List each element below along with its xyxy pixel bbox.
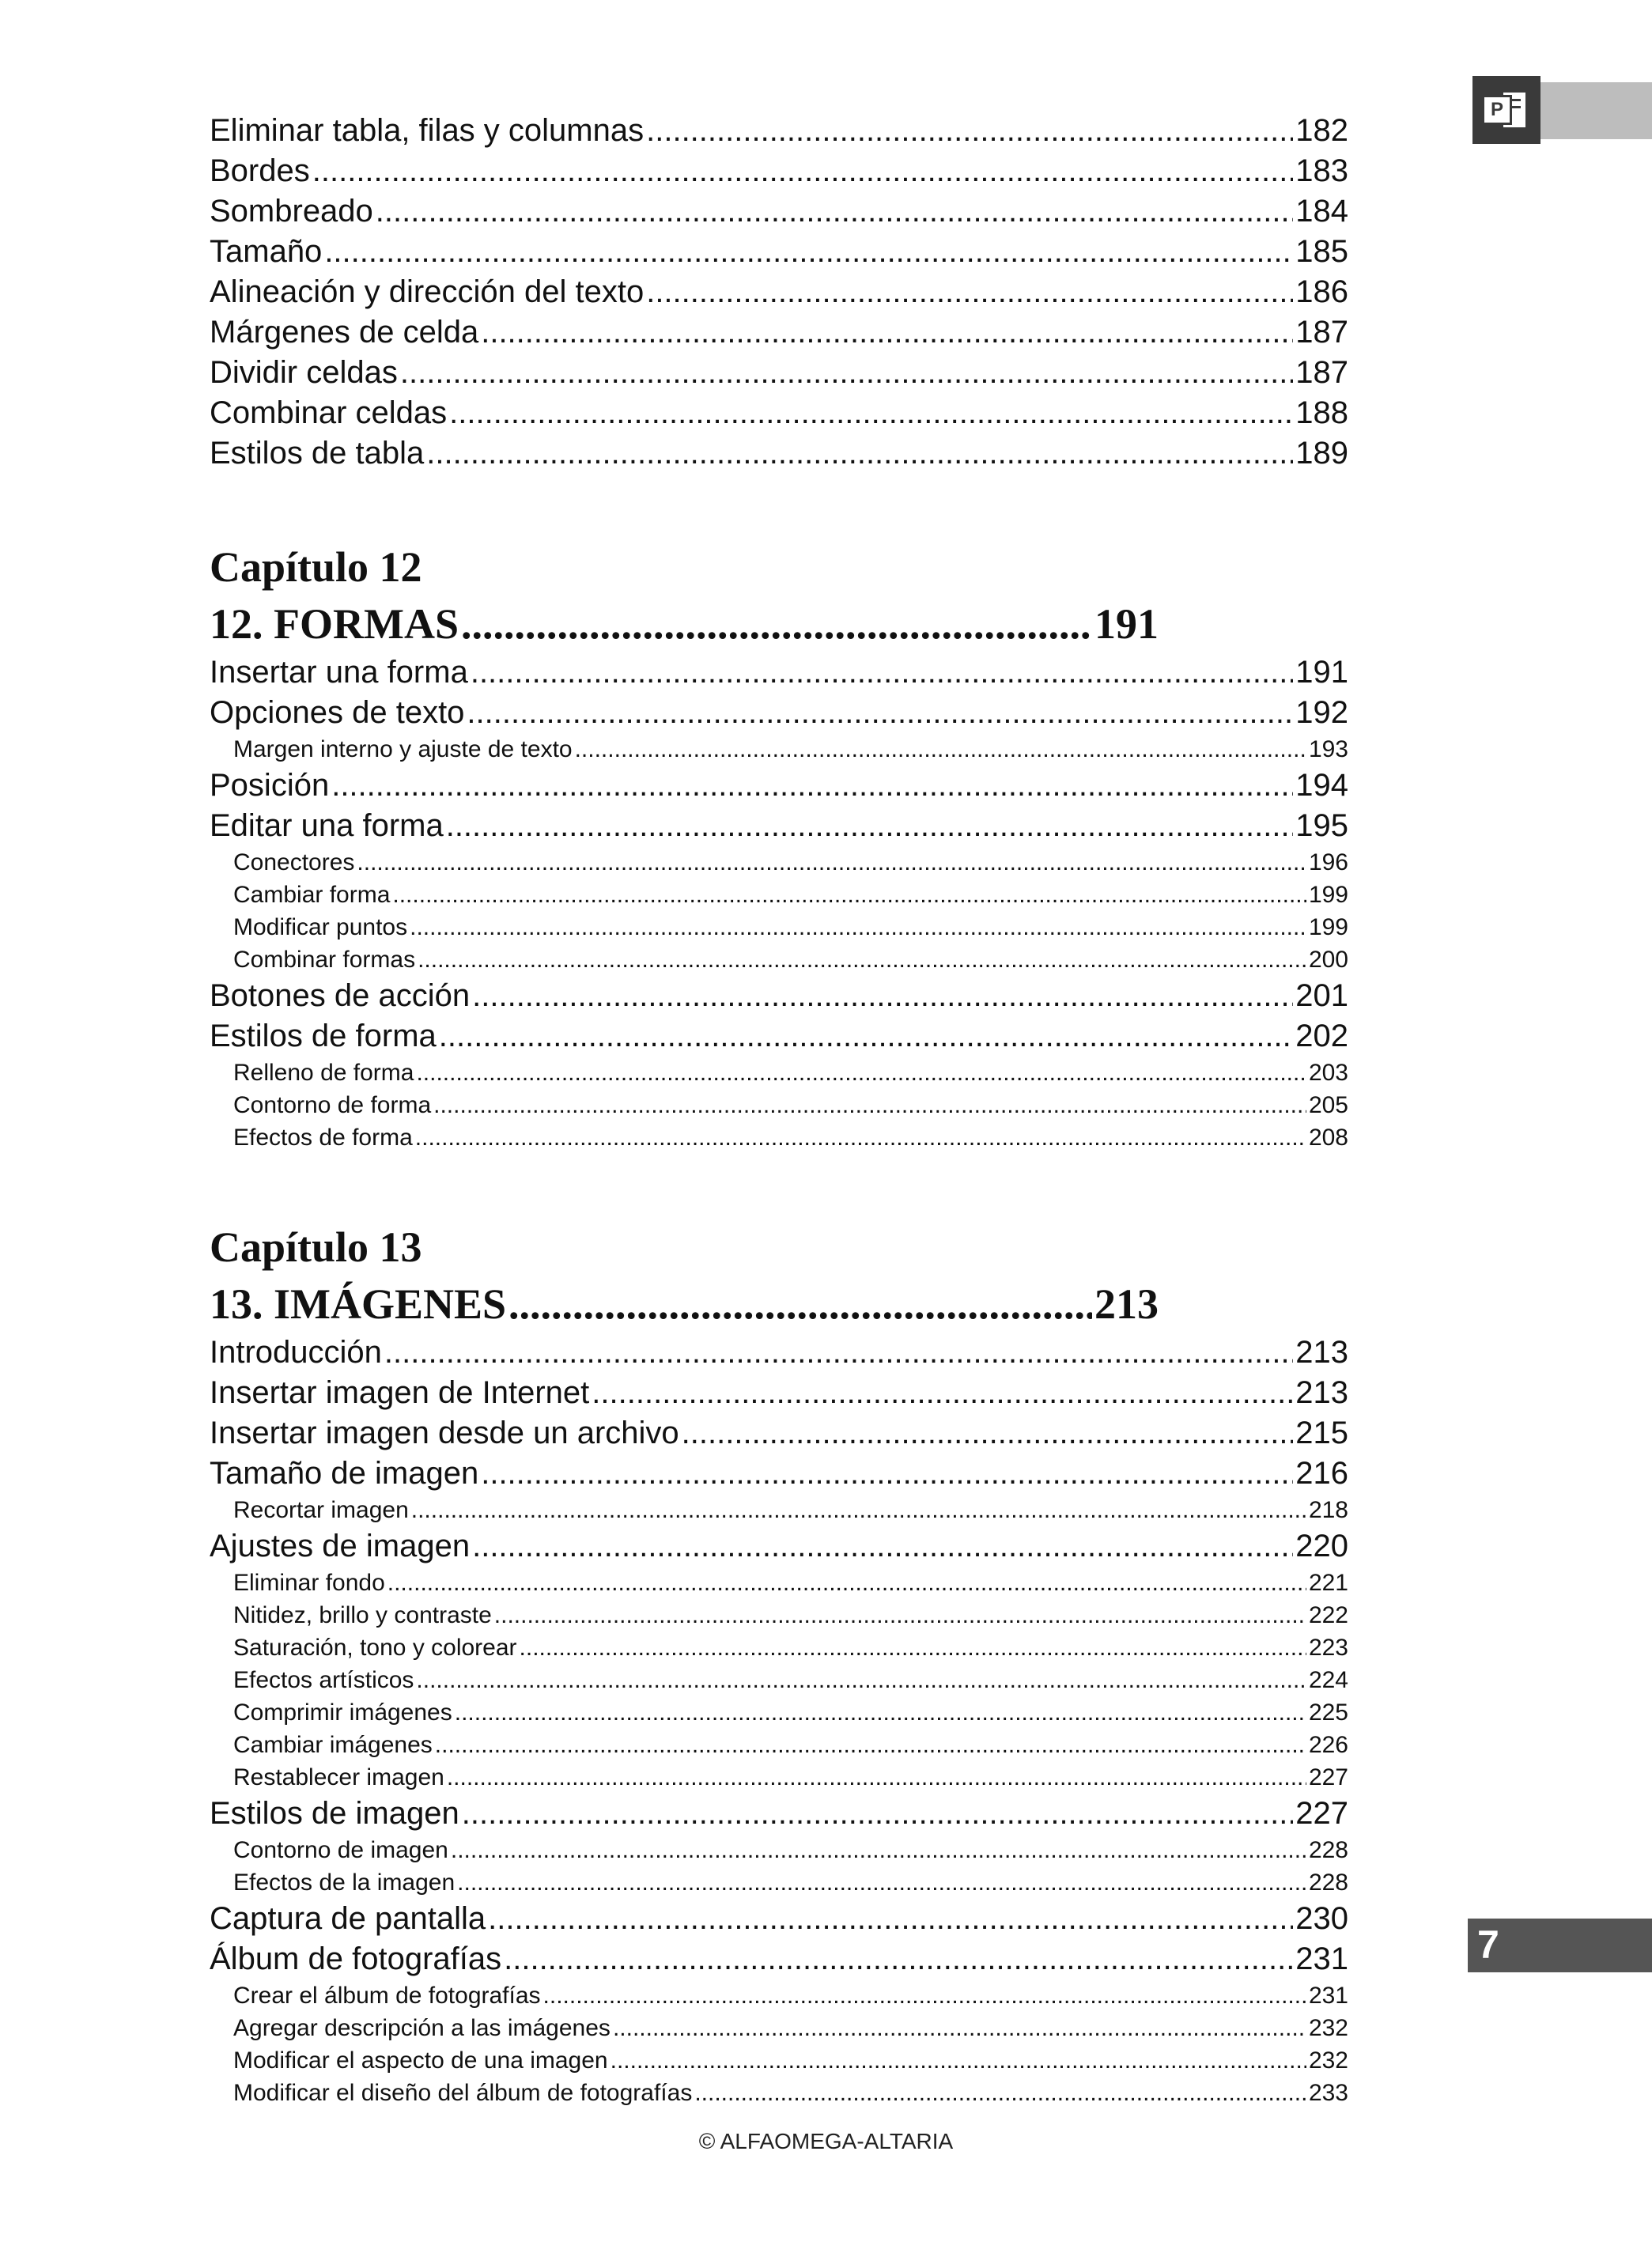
entry-page-number: 218 — [1308, 1497, 1348, 1523]
dot-leader — [646, 111, 1293, 151]
entry-page-number: 203 — [1308, 1060, 1348, 1086]
entry-title: Opciones de texto — [210, 695, 465, 730]
table-of-contents — [210, 111, 1348, 2109]
dot-leader — [433, 1089, 1306, 1121]
entry-title: Margen interno y ajuste de texto — [233, 736, 573, 762]
entry-title: Crear el álbum de fotografías — [233, 1983, 541, 2009]
entry-title: Agregar descripción a las imágenes — [233, 2015, 611, 2041]
dot-leader — [435, 1729, 1306, 1761]
dot-leader — [613, 2012, 1306, 2044]
dot-leader — [504, 1939, 1293, 1979]
toc-entry[interactable] — [210, 1413, 1348, 1454]
entry-page-number: 187 — [1295, 315, 1348, 350]
toc-subentry[interactable] — [210, 879, 1348, 911]
chapter-12-title: 12. FORMAS — [210, 600, 459, 648]
dot-leader — [481, 312, 1293, 353]
entry-title: Botones de acción — [210, 978, 471, 1013]
toc-entry[interactable] — [210, 976, 1348, 1016]
entry-title: Alineación y dirección del texto — [210, 274, 645, 309]
dot-leader — [481, 1454, 1293, 1494]
toc-entry[interactable] — [210, 1016, 1348, 1057]
dot-leader — [324, 232, 1293, 272]
dot-leader — [446, 806, 1294, 846]
toc-entry[interactable] — [210, 1794, 1348, 1834]
dot-leader — [410, 911, 1306, 943]
toc-entry[interactable] — [210, 272, 1348, 312]
entry-title: Conectores — [233, 849, 355, 875]
toc-subentry[interactable] — [210, 1631, 1348, 1664]
entry-title: Modificar puntos — [233, 914, 408, 940]
entry-title: Modificar el aspecto de una imagen — [233, 2047, 608, 2074]
dot-leader — [575, 733, 1306, 766]
entry-page-number: 187 — [1295, 355, 1348, 390]
dot-leader — [416, 1664, 1306, 1696]
entry-title: Álbum de fotografías — [210, 1941, 502, 1976]
entry-title: Insertar una forma — [210, 655, 468, 690]
entry-page-number: 192 — [1295, 695, 1348, 730]
entry-title: Márgenes de celda — [210, 315, 479, 350]
entry-title: Bordes — [210, 153, 310, 188]
dot-leader — [439, 1016, 1293, 1057]
chapter-13-label: Capítulo 13 — [210, 1223, 422, 1271]
toc-subentry[interactable] — [210, 1599, 1348, 1631]
dot-leader — [494, 1599, 1306, 1631]
toc-entry[interactable] — [210, 1373, 1348, 1413]
toc-subentry[interactable] — [210, 2077, 1348, 2109]
entry-title: Eliminar fondo — [233, 1570, 385, 1596]
dot-leader — [392, 879, 1306, 911]
entry-page-number: 208 — [1308, 1125, 1348, 1151]
toc-entry[interactable] — [210, 151, 1348, 191]
dot-leader — [331, 766, 1293, 806]
entry-page-number: 183 — [1295, 153, 1348, 188]
entry-title: Tamaño — [210, 234, 323, 269]
dot-leader — [646, 272, 1293, 312]
dot-leader — [488, 1899, 1293, 1939]
dot-leader — [411, 1494, 1306, 1526]
chapter-13-page: 213 — [1094, 1280, 1159, 1328]
toc-entry[interactable] — [210, 433, 1348, 474]
toc-subentry[interactable] — [210, 733, 1348, 766]
footer-copyright: © ALFAOMEGA-ALTARIA — [698, 2129, 954, 2153]
entry-title: Estilos de imagen — [210, 1796, 459, 1831]
chapter-12-page: 191 — [1094, 600, 1159, 648]
entry-page-number: 193 — [1308, 736, 1348, 762]
chapter-13-title: 13. IMÁGENES — [210, 1280, 507, 1328]
entry-title: Captura de pantalla — [210, 1901, 486, 1936]
entry-title: Combinar formas — [233, 947, 416, 973]
toc-subentry[interactable] — [210, 1979, 1348, 2012]
entry-title: Dividir celdas — [210, 355, 398, 390]
entry-title: Sombreado — [210, 194, 373, 229]
entry-title: Cambiar forma — [233, 882, 391, 908]
entry-title: Nitidez, brillo y contraste — [233, 1602, 492, 1628]
entry-page-number: 213 — [1295, 1375, 1348, 1410]
toc-entry[interactable] — [210, 693, 1348, 733]
entry-page-number: 226 — [1308, 1732, 1348, 1758]
toc-subentry[interactable] — [210, 1729, 1348, 1761]
entry-page-number: 227 — [1308, 1764, 1348, 1790]
dot-leader — [611, 2044, 1306, 2077]
logo-letter: P — [1482, 95, 1512, 125]
entry-title: Recortar imagen — [233, 1497, 409, 1523]
dot-leader — [447, 1761, 1306, 1794]
entry-page-number: 228 — [1308, 1870, 1348, 1896]
entry-page-number: 195 — [1295, 808, 1348, 843]
entry-page-number: 225 — [1308, 1699, 1348, 1726]
dot-leader — [455, 1696, 1306, 1729]
toc-subentry[interactable] — [210, 943, 1348, 976]
dot-leader — [520, 1631, 1306, 1664]
entry-title: Efectos de la imagen — [233, 1870, 456, 1896]
toc-subentry[interactable] — [210, 1664, 1348, 1696]
entry-page-number: 202 — [1295, 1019, 1348, 1053]
chapter-13-title-row[interactable] — [210, 1276, 1159, 1333]
toc-entry[interactable] — [210, 232, 1348, 272]
entry-title: Insertar imagen de Internet — [210, 1375, 590, 1410]
entry-title: Editar una forma — [210, 808, 444, 843]
entry-page-number: 232 — [1308, 2047, 1348, 2074]
entry-page-number: 233 — [1308, 2080, 1348, 2106]
dot-leader — [682, 1413, 1294, 1454]
toc-subentry[interactable] — [210, 1834, 1348, 1866]
chapter-13-entries — [210, 1333, 1348, 2109]
entry-page-number: 200 — [1308, 947, 1348, 973]
toc-subentry[interactable] — [210, 1494, 1348, 1526]
dot-leader — [472, 1526, 1293, 1567]
entry-page-number: 221 — [1308, 1570, 1348, 1596]
dot-leader — [357, 846, 1306, 879]
entry-page-number: 231 — [1295, 1941, 1348, 1976]
entry-page-number: 199 — [1308, 914, 1348, 940]
entry-title: Contorno de imagen — [233, 1837, 448, 1863]
dot-leader — [461, 595, 1092, 652]
entry-title: Modificar el diseño del álbum de fotografías — [233, 2080, 693, 2106]
toc-entry[interactable] — [210, 1526, 1348, 1567]
chapter-12-title-row[interactable] — [210, 595, 1159, 652]
toc-subentry[interactable] — [210, 1696, 1348, 1729]
dot-leader — [426, 433, 1293, 474]
dot-leader — [471, 652, 1293, 693]
entry-title: Ajustes de imagen — [210, 1529, 471, 1563]
toc-subentry[interactable] — [210, 1057, 1348, 1089]
dot-leader — [472, 976, 1293, 1016]
entry-title: Saturación, tono y colorear — [233, 1635, 517, 1661]
toc-entry[interactable] — [210, 1939, 1348, 1979]
dot-leader — [415, 1121, 1306, 1154]
top-entries-list — [210, 111, 1348, 474]
entry-page-number: 224 — [1308, 1667, 1348, 1693]
entry-title: Relleno de forma — [233, 1060, 414, 1086]
toc-entry[interactable] — [210, 393, 1348, 433]
entry-page-number: 201 — [1295, 978, 1348, 1013]
entry-page-number: 199 — [1308, 882, 1348, 908]
entry-title: Cambiar imágenes — [233, 1732, 433, 1758]
toc-entry[interactable] — [210, 1454, 1348, 1494]
toc-entry[interactable] — [210, 353, 1348, 393]
chapter-12-entries — [210, 652, 1348, 1154]
entry-page-number: 185 — [1295, 234, 1348, 269]
dot-leader — [508, 1276, 1092, 1333]
toc-subentry[interactable] — [210, 2012, 1348, 2044]
toc-subentry[interactable] — [210, 1866, 1348, 1899]
entry-title: Contorno de forma — [233, 1092, 432, 1118]
entry-page-number: 213 — [1295, 1335, 1348, 1370]
entry-page-number: 231 — [1308, 1983, 1348, 2009]
entry-title: Estilos de forma — [210, 1019, 437, 1053]
toc-entry[interactable] — [210, 312, 1348, 353]
entry-title: Efectos artísticos — [233, 1667, 414, 1693]
dot-leader — [543, 1979, 1306, 2012]
dot-leader — [449, 393, 1293, 433]
entry-title: Eliminar tabla, filas y columnas — [210, 113, 645, 148]
toc-entry[interactable] — [210, 1333, 1348, 1373]
entry-page-number: 220 — [1295, 1529, 1348, 1563]
entry-title: Posición — [210, 768, 330, 803]
entry-title: Insertar imagen desde un archivo — [210, 1416, 679, 1450]
entry-page-number: 230 — [1295, 1901, 1348, 1936]
dot-leader — [387, 1567, 1306, 1599]
dot-leader — [376, 191, 1293, 232]
entry-title: Combinar celdas — [210, 395, 448, 430]
entry-page-number: 186 — [1295, 274, 1348, 309]
entry-page-number: 232 — [1308, 2015, 1348, 2041]
dot-leader — [400, 353, 1293, 393]
entry-title: Restablecer imagen — [233, 1764, 444, 1790]
toc-subentry[interactable] — [210, 2044, 1348, 2077]
toc-subentry[interactable] — [210, 1761, 1348, 1794]
toc-subentry[interactable] — [210, 1121, 1348, 1154]
entry-page-number: 215 — [1295, 1416, 1348, 1450]
dot-leader — [451, 1834, 1306, 1866]
toc-subentry[interactable] — [210, 1089, 1348, 1121]
dot-leader — [467, 693, 1293, 733]
entry-page-number: 189 — [1295, 436, 1348, 471]
dot-leader — [457, 1866, 1306, 1899]
entry-title: Comprimir imágenes — [233, 1699, 452, 1726]
dot-leader — [592, 1373, 1293, 1413]
powerpoint-logo-icon — [1472, 76, 1540, 144]
entry-page-number: 196 — [1308, 849, 1348, 875]
entry-page-number: 227 — [1295, 1796, 1348, 1831]
toc-subentry[interactable] — [210, 911, 1348, 943]
entry-title: Efectos de forma — [233, 1125, 413, 1151]
entry-page-number: 191 — [1295, 655, 1348, 690]
dot-leader — [312, 151, 1294, 191]
toc-entry[interactable] — [210, 766, 1348, 806]
toc-entry[interactable] — [210, 111, 1348, 151]
entry-page-number: 222 — [1308, 1602, 1348, 1628]
dot-leader — [384, 1333, 1293, 1373]
toc-entry[interactable] — [210, 191, 1348, 232]
dot-leader — [462, 1794, 1294, 1834]
entry-page-number: 228 — [1308, 1837, 1348, 1863]
entry-page-number: 205 — [1308, 1092, 1348, 1118]
entry-page-number: 184 — [1295, 194, 1348, 229]
entry-title: Introducción — [210, 1335, 382, 1370]
toc-subentry[interactable] — [210, 846, 1348, 879]
toc-entry[interactable] — [210, 652, 1348, 693]
dot-leader — [416, 1057, 1306, 1089]
entry-title: Tamaño de imagen — [210, 1456, 479, 1491]
entry-page-number: 188 — [1295, 395, 1348, 430]
entry-page-number: 223 — [1308, 1635, 1348, 1661]
entry-page-number: 194 — [1295, 768, 1348, 803]
dot-leader — [418, 943, 1306, 976]
chapter-12-label: Capítulo 12 — [210, 543, 422, 591]
toc-entry[interactable] — [210, 806, 1348, 846]
dot-leader — [694, 2077, 1306, 2109]
toc-entry[interactable] — [210, 1899, 1348, 1939]
entry-page-number: 216 — [1295, 1456, 1348, 1491]
entry-page-number: 182 — [1295, 113, 1348, 148]
page-number: 7 — [1477, 1923, 1499, 1967]
entry-title: Estilos de tabla — [210, 436, 425, 471]
toc-subentry[interactable] — [210, 1567, 1348, 1599]
